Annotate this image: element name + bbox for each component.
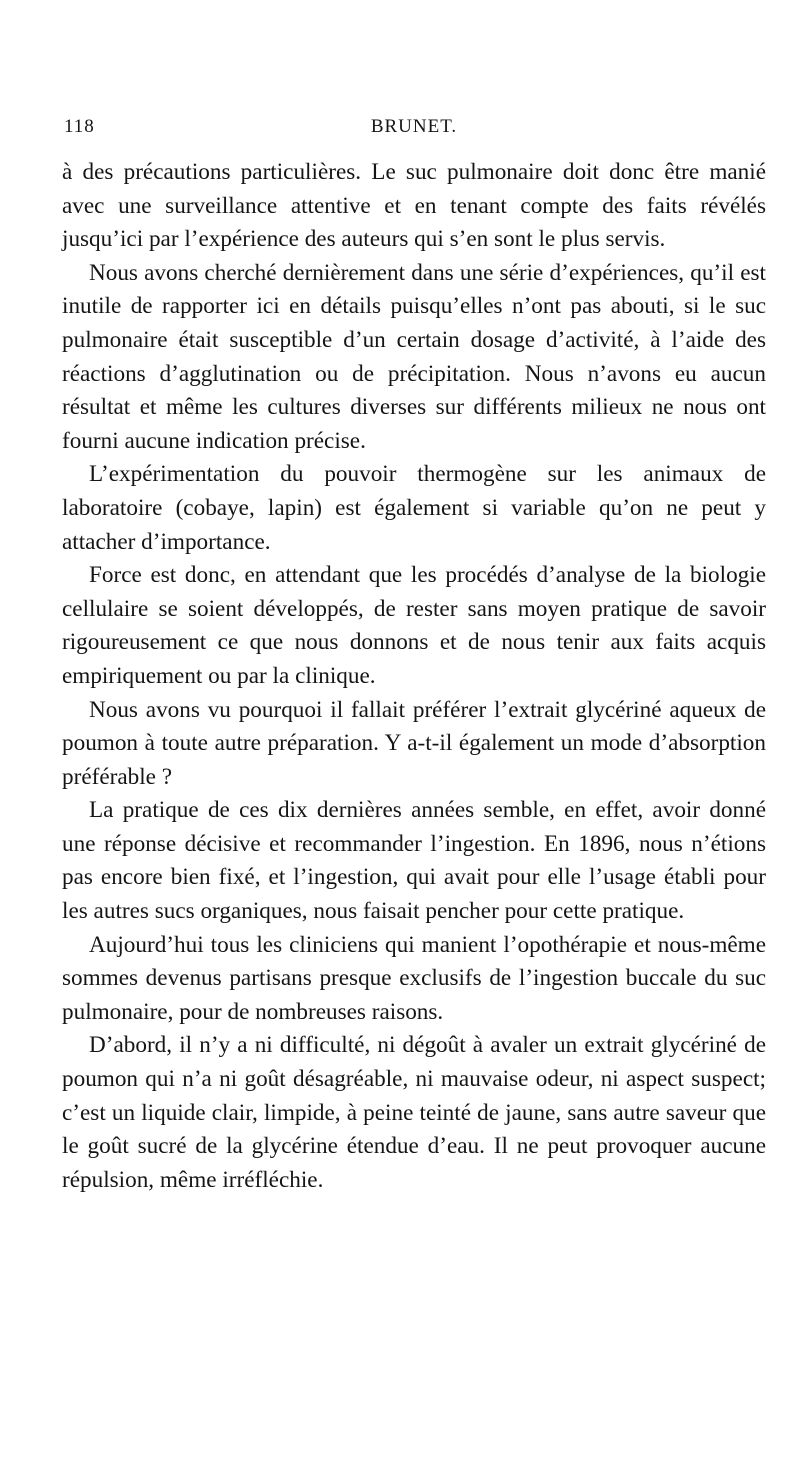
- paragraph: à des précautions particulières. Le suc pulmonaire doit donc être manié avec une surveillance attentive et en tenant compte des faits révélés jusqu’ici par l’expérience des auteurs qui s’en sont le plus servis.: [62, 159, 766, 253]
- paragraph: Nous avons vu pourquoi il fallait préférer l’extrait glycériné aqueux de poumon à toute autre préparation. Y a-t-il également un mode d’absorption préférable ?: [62, 696, 766, 790]
- paragraph: La pratique de ces dix dernières années semble, en effet, avoir donné une réponse décisive et recommander l’ingestion. En 1896, nous n’étions pas encore bien fixé, et l’ingestion, qui avait pour elle l’usage établi pour les autres sucs organiques, nous faisait pencher pour cette pratique.: [62, 797, 766, 925]
- body-text: [62, 156, 766, 1197]
- paragraph: Aujourd’hui tous les cliniciens qui manient l’opothérapie et nous-même sommes devenus partisans presque exclusifs de l’ingestion buccale du suc pulmonaire, pour de nombreuses raisons.: [62, 931, 766, 1025]
- running-head: BRUNET.: [370, 116, 458, 137]
- page-header: [64, 116, 764, 146]
- page-number: 118: [64, 116, 95, 137]
- paragraph: D’abord, il n’y a ni difficulté, ni dégoût à avaler un extrait glycériné de poumon qui n’a ni goût désagréable, ni mauvaise odeur, ni aspect suspect; c’est un liquide clair, limpide, à peine teinté de jaune, sans autre saveur que le goût sucré de la glycérine étendue d’eau. Il ne peut provoquer aucune répulsion, même irréfléchie.: [62, 1032, 766, 1193]
- paragraph: Force est donc, en attendant que les procédés d’analyse de la biologie cellulaire se soient développés, de rester sans moyen pratique de savoir rigoureusement ce que nous donnons et de nous tenir aux faits acquis empiriquement ou par la clinique.: [62, 562, 766, 689]
- paragraph: L’expérimentation du pouvoir thermogène sur les animaux de laboratoire (cobaye, lapin) est également si variable qu’on ne peut y attacher d’importance.: [62, 461, 766, 555]
- paragraph: Nous avons cherché dernièrement dans une série d’expériences, qu’il est inutile de rapporter ici en détails puisqu’elles n’ont pas abouti, si le suc pulmonaire était susceptible d’un certain dosage d’activité, à l’aide des réactions d’agglutination ou de précipitation. Nous n’avons eu aucun résultat et même les cultures diverses sur différents milieux ne nous ont fourni aucune indication précise.: [62, 259, 766, 454]
